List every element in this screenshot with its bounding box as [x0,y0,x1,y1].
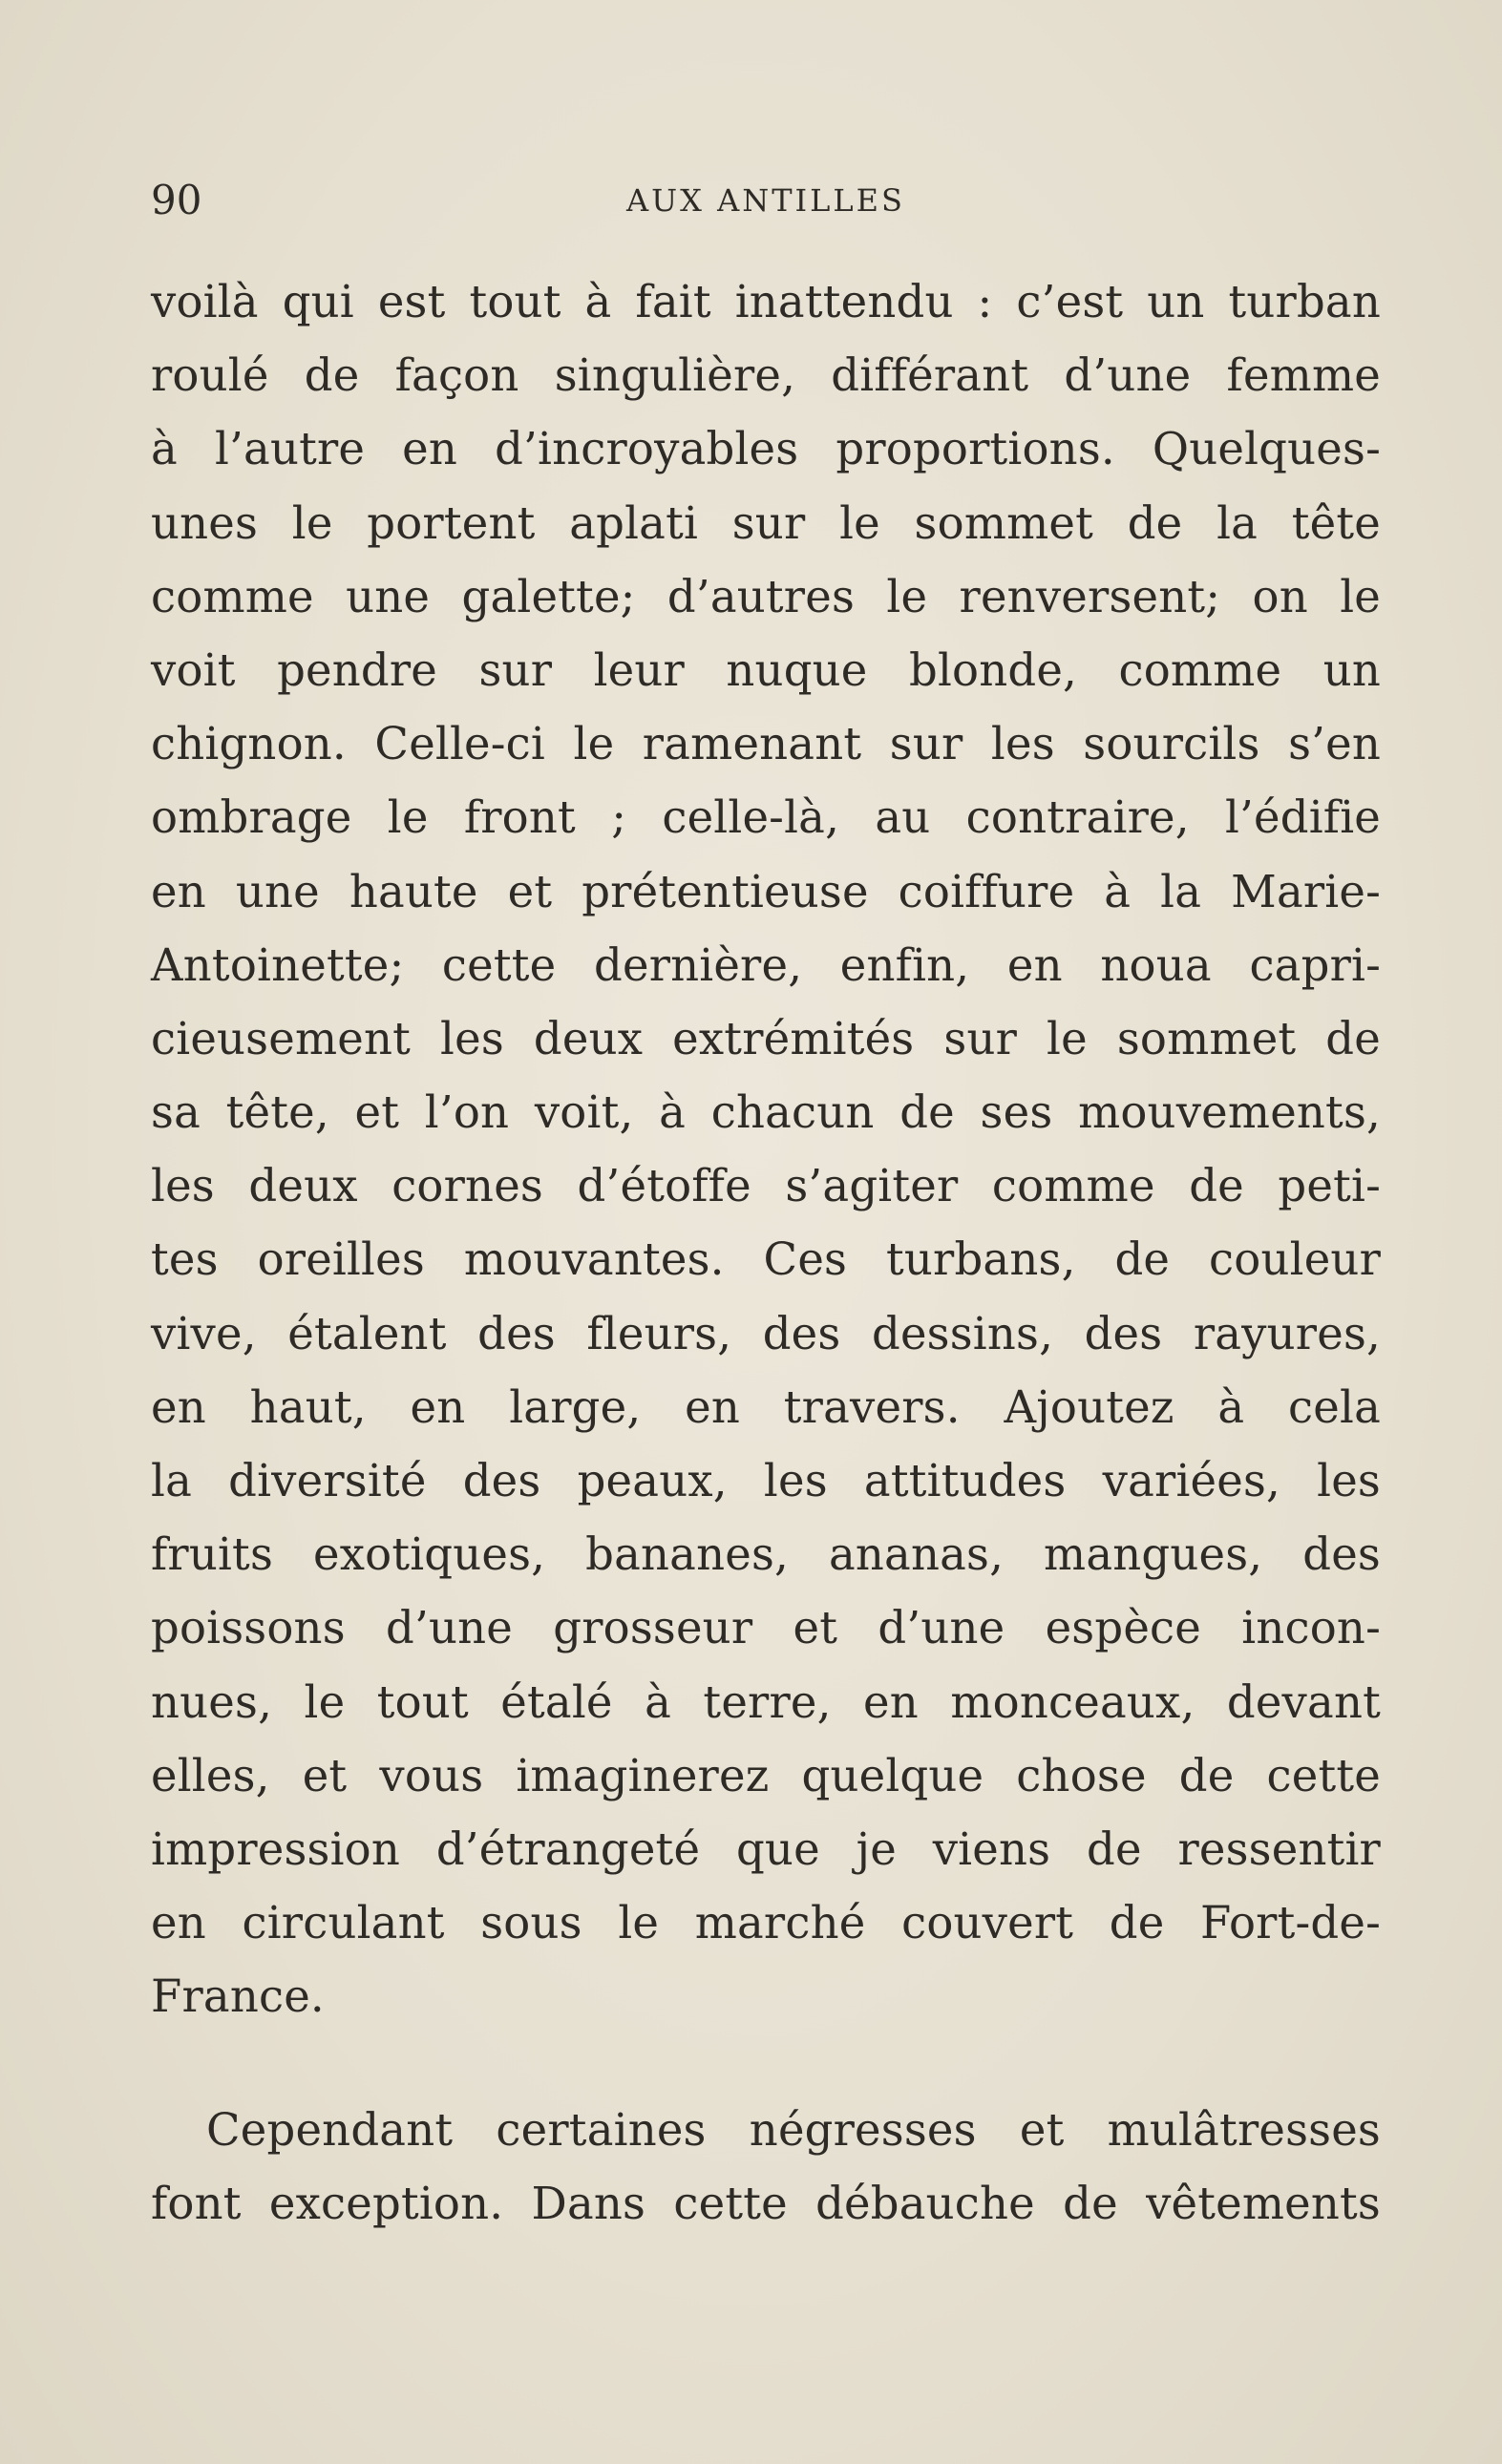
text-line: poissons d’une grosseur et d’une espèce incon- [151,1602,1381,1654]
text-line: nues, le tout étalé à terre, en monceaux, devant [151,1675,1381,1728]
text-line: en une haute et prétentieuse coiffure à la Marie- [151,865,1381,917]
text-line: font exception. Dans cette débauche de vêtements [151,2177,1381,2229]
text-line: Cependant certaines négresses et mulâtresses [206,2103,1381,2156]
page-number: 90 [151,177,202,223]
text-line: les deux cornes d’étoffe s’agiter comme de peti- [151,1160,1381,1212]
text-line: impression d’étrangeté que je viens de ressentir [151,1822,1381,1875]
text-line: en circulant sous le marché couvert de Fort-de- [151,1897,1381,1949]
text-line: voit pendre sur leur nuque blonde, comme un [151,643,1381,696]
text-line: comme une galette; d’autres le renversent; on le [151,570,1381,622]
text-line: tes oreilles mouvantes. Ces turbans, de couleur [151,1233,1381,1286]
running-title: AUX ANTILLES [626,182,905,219]
paragraph-break [151,2034,1381,2094]
text-line: Antoinette; cette dernière, enfin, en noua capri- [151,938,1381,991]
text-line: voilà qui est tout à fait inattendu : c’est un turban [151,276,1381,327]
text-line: à l’autre en d’incroyables proportions. Quelques- [151,423,1381,475]
text-line: vive, étalent des fleurs, des dessins, des rayures, [151,1307,1381,1359]
text-line: en haut, en large, en travers. Ajoutez à cela [151,1380,1381,1433]
text-line: France. [151,1970,325,2023]
text-line: ombrage le front ; celle-là, au contraire, l’édifie [151,791,1381,844]
body-text [151,265,1381,2241]
text-line: unes le portent aplati sur le sommet de la tête [151,496,1381,549]
text-line: elles, et vous imaginerez quelque chose de cette [151,1749,1381,1801]
text-line: chignon. Celle-ci le ramenant sur les sourcils s’en [151,718,1381,770]
text-line: cieusement les deux extrémités sur le sommet de [151,1012,1381,1064]
page-header [151,174,1381,227]
text-line: fruits exotiques, bananes, ananas, mangues, des [151,1528,1381,1581]
text-line: sa tête, et l’on voit, à chacun de ses mouvements, [151,1086,1381,1139]
text-line: roulé de façon singulière, différant d’une femme [151,349,1381,402]
text-line: la diversité des peaux, les attitudes variées, les [151,1455,1381,1506]
